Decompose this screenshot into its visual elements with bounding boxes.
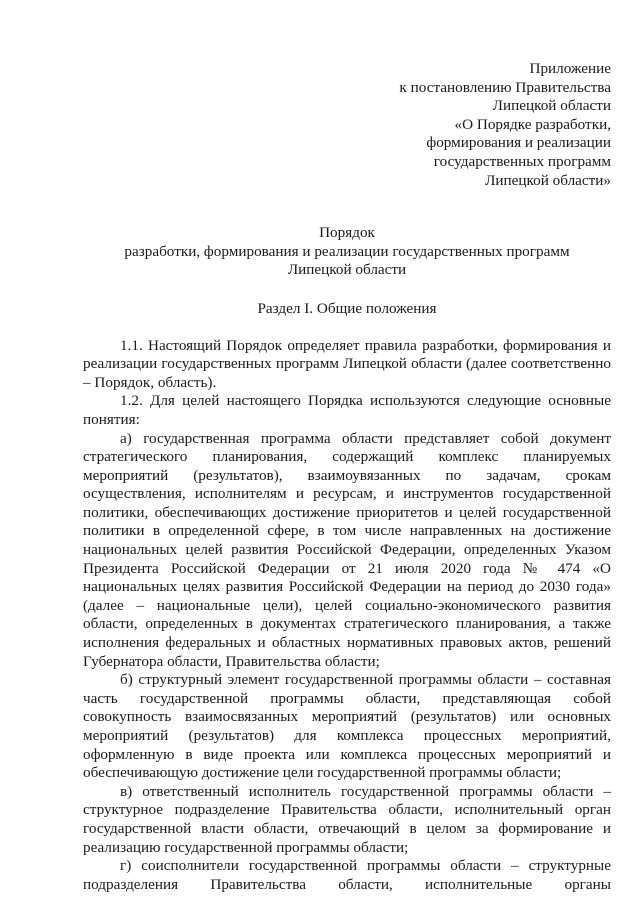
- paragraph-g: г) соисполнители государственной программы области – структурные подразделения Правительства области, исполнительные органы: [83, 857, 611, 893]
- appendix-line: к постановлению Правительства: [399, 78, 611, 96]
- paragraph-1-1: 1.1. Настоящий Порядок определяет правила разработки, формирования и реализации государственных программ Липецкой области (далее соответственно – Порядок, область).: [83, 336, 611, 391]
- appendix-line: государственных программ: [433, 152, 611, 170]
- document-title: [83, 224, 611, 280]
- appendix-line: Липецкой области: [492, 97, 611, 115]
- appendix-block: [83, 60, 611, 190]
- document-page: [83, 60, 611, 894]
- title-line: Порядок: [319, 224, 375, 242]
- section-heading: Раздел I. Общие положения: [257, 299, 437, 317]
- appendix-line: «О Порядке разработки,: [454, 115, 611, 133]
- paragraph-b: б) структурный элемент государственной программы области – составная часть государственной программы области, представляющая собой совокупность взаимосвязанных мероприятий (результатов) или основных мероприятий (результатов) для комплекса процессных мероприятий, оформленную в виде проекта или комплекса процессных мероприятий и обеспечивающую достижение цели государственной программы области;: [83, 671, 611, 782]
- title-line: Липецкой области: [287, 261, 407, 279]
- title-line: разработки, формирования и реализации государственных программ: [124, 242, 570, 260]
- appendix-line: Приложение: [529, 60, 611, 77]
- paragraph-a: а) государственная программа области представляет собой документ стратегического планирования, содержащий комплекс планируемых мероприятий (результатов), взаимоувязанных по задачам, срокам осуществления, исполнителям и ресурсам, и инструментов государственной политики, обеспечивающих достижение приоритетов и целей государственной политики в определенной сфере, в том числе направленных на достижение национальных целей развития Российской Федерации, определенных Указом Президента Российской Федерации от 21 июля 2020 года № 474 «О национальных целях развития Российской Федерации на период до 2030 года» (далее – национальные цели), целей социально-экономического развития области, определенных в документах стратегического планирования, а также исполнения федеральных и областных нормативных правовых актов, решений Губернатора области, Правительства области;: [83, 429, 611, 670]
- paragraph-v: в) ответственный исполнитель государственной программы области – структурное подразделение Правительства области, исполнительный орган государственной власти области, отвечающий в целом за формирование и реализацию государственной программы области;: [83, 782, 611, 856]
- appendix-line: формирования и реализации: [426, 134, 611, 152]
- appendix-line: Липецкой области»: [485, 171, 611, 189]
- paragraph-1-2: 1.2. Для целей настоящего Порядка используются следующие основные понятия:: [83, 392, 611, 428]
- document-body: [83, 337, 611, 895]
